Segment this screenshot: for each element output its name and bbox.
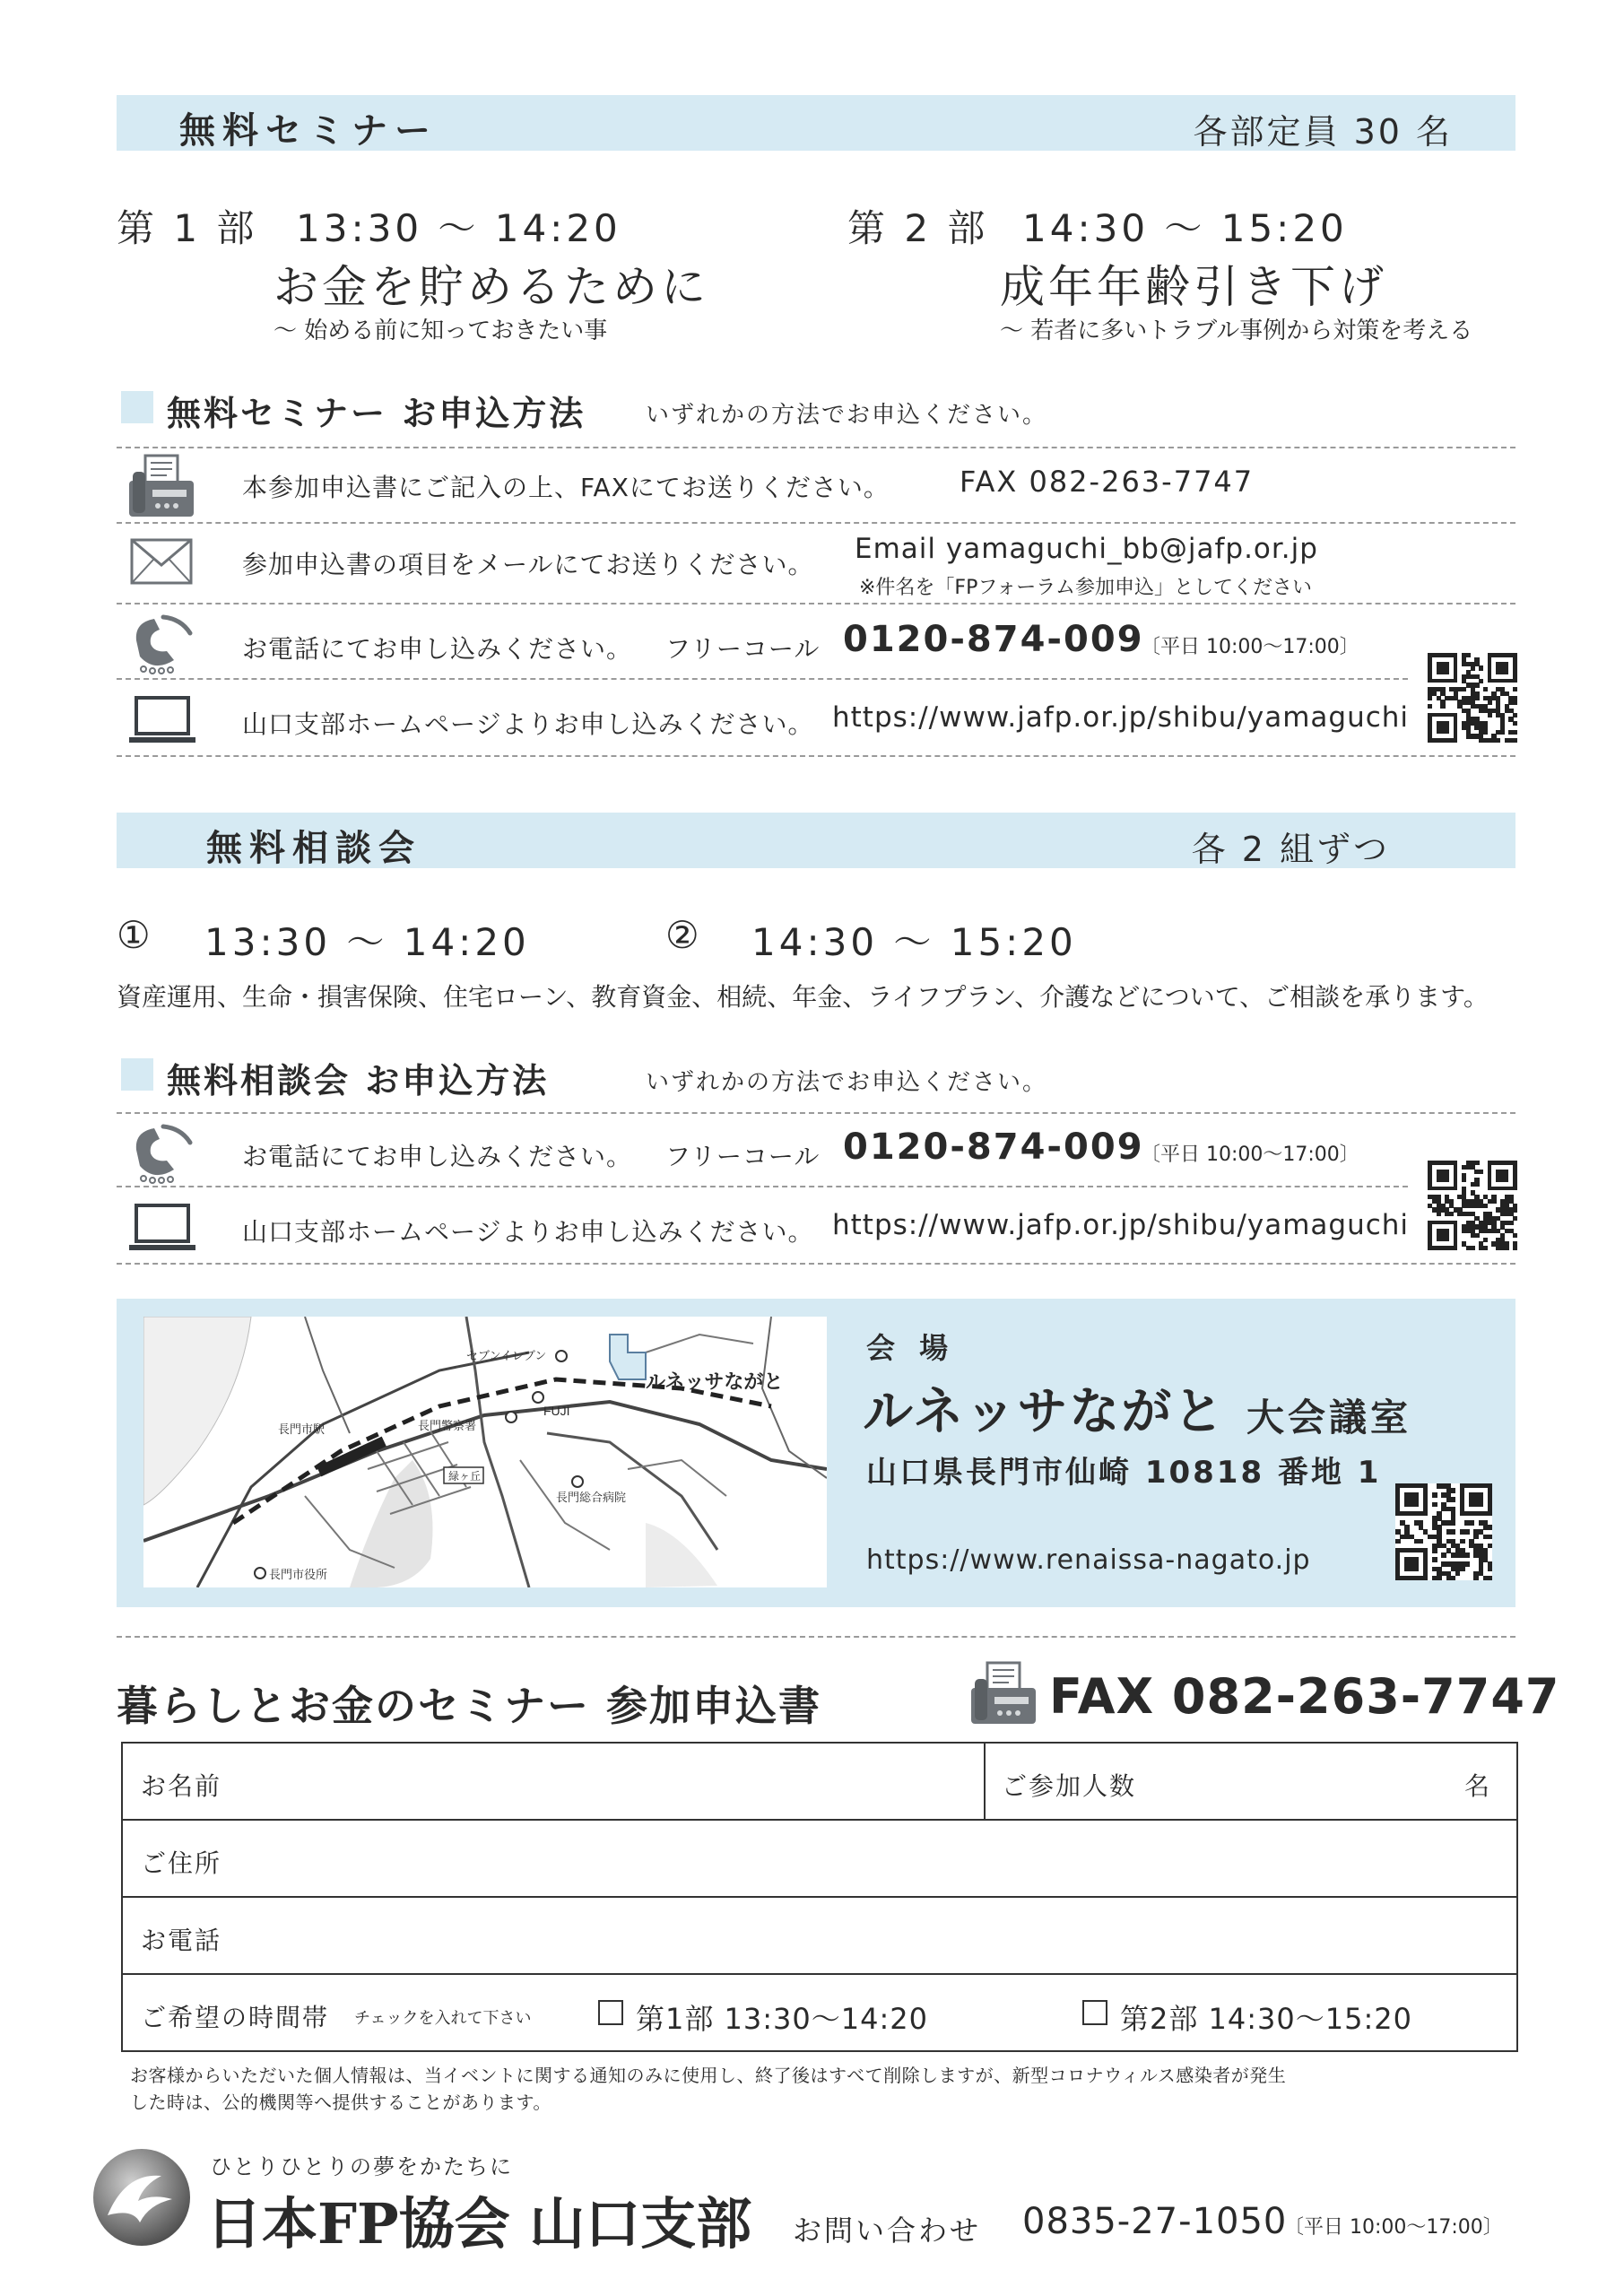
footer-contact-number: 0835-27-1050	[1022, 2201, 1288, 2242]
form-title: 暮らしとお金のセミナー 参加申込書	[117, 1682, 822, 1730]
web-method-text: 山口支部ホームページよりお申し込みください。	[242, 709, 814, 739]
laptop-icon	[127, 694, 197, 748]
divider	[117, 678, 1408, 680]
seminar-band-title: 無料セミナー	[179, 110, 438, 152]
divider	[117, 1636, 1515, 1638]
slot2-mark: ②	[665, 913, 703, 957]
venue-room: 大会議室	[1246, 1396, 1412, 1439]
divider	[117, 447, 1515, 448]
mail-icon	[130, 538, 193, 585]
name-label: お名前	[141, 1771, 222, 1801]
divider	[117, 755, 1515, 757]
part1-label: 第 1 部	[117, 206, 258, 250]
map-label-midorigaoka: 緑ヶ丘	[448, 1470, 482, 1483]
footer-hours: 〔平日 10:00～17:00〕	[1284, 2216, 1503, 2239]
part2-title: 成年年齢引き下げ	[1000, 261, 1387, 313]
address-label: ご住所	[141, 1848, 222, 1878]
freecall-label: フリーコール	[665, 634, 821, 664]
seminar-apply-heading: 無料セミナー お申込方法	[167, 394, 586, 433]
part2-label: 第 2 部	[847, 206, 989, 250]
email-address: Email yamaguchi_bb@jafp.or.jp	[855, 533, 1318, 565]
map-label-cityhall: 長門市役所	[269, 1568, 328, 1581]
consult-freecall-number: 0120-874-009	[843, 1126, 1144, 1168]
footer-org-name: 日本FP協会 山口支部	[206, 2191, 752, 2257]
form-fax: FAX 082-263-7747	[1049, 1668, 1560, 1725]
phone-label: お電話	[141, 1926, 222, 1955]
venue-label: 会 場	[866, 1331, 956, 1365]
fax-method-text: 本参加申込書にご記入の上、FAXにてお送りください。	[242, 473, 890, 502]
part1-time: 13:30 ～ 14:20	[296, 206, 621, 250]
option1-checkbox[interactable]	[598, 2000, 623, 2025]
divider	[117, 522, 1515, 524]
phone-method-text: お電話にてお申し込みください。	[242, 634, 633, 664]
privacy-line2: した時は、公的機関等へ提供することがあります。	[130, 2092, 551, 2113]
count-label: ご参加人数	[1002, 1771, 1137, 1801]
web-url[interactable]: https://www.jafp.or.jp/shibu/yamaguchi	[832, 701, 1410, 734]
map-label-fuji: FUJI	[543, 1404, 570, 1418]
footer-tagline: ひとりひとりの夢をかたちに	[210, 2154, 513, 2179]
option1-label: 第1部 13:30～14:20	[636, 2002, 928, 2036]
part1-subtitle: ～ 始める前に知っておきたい事	[274, 317, 608, 344]
mail-method-text: 参加申込書の項目をメールにてお送りください。	[242, 550, 814, 579]
laptop-icon	[127, 1202, 197, 1256]
consult-apply-heading: 無料相談会 お申込方法	[167, 1061, 550, 1100]
venue-name: ルネッサながと	[863, 1383, 1226, 1441]
seminar-apply-note: いずれかの方法でお申込ください。	[646, 402, 1048, 429]
phone-field[interactable]	[230, 1901, 1504, 1970]
phone-icon	[127, 613, 199, 676]
venue-url[interactable]: https://www.renaissa-nagato.jp	[866, 1544, 1311, 1576]
qr-code-icon[interactable]	[1428, 653, 1517, 743]
map-label-hospital: 長門総合病院	[556, 1491, 627, 1504]
part2-subtitle: ～ 若者に多いトラブル事例から対策を考える	[1000, 317, 1473, 344]
slot2-time: 14:30 ～ 15:20	[751, 920, 1077, 964]
time-hint: チェックを入れて下さい	[354, 2009, 532, 2028]
divider	[117, 603, 1515, 604]
seminar-band	[117, 95, 1515, 151]
heading-square	[121, 391, 153, 423]
consult-phone-text: お電話にてお申し込みください。	[242, 1142, 633, 1171]
slot1-mark: ①	[117, 913, 154, 957]
qr-code-icon[interactable]	[1428, 1161, 1517, 1250]
seminar-capacity: 各部定員 30 名	[1193, 112, 1453, 152]
divider	[117, 1263, 1515, 1265]
privacy-line1: お客様からいただいた個人情報は、当イベントに関する通知のみに使用し、終了後はすべて削除しますが、新型コロナウィルス感染者が発生	[130, 2065, 1287, 2086]
application-form	[121, 1742, 1518, 2052]
part2-time: 14:30 ～ 15:20	[1022, 206, 1348, 250]
option2-label: 第2部 14:30～15:20	[1120, 2002, 1412, 2036]
name-field[interactable]	[230, 1747, 975, 1815]
consult-phone-hours: 〔平日 10:00～17:00〕	[1141, 1144, 1359, 1166]
count-field[interactable]	[1145, 1747, 1450, 1815]
consult-band	[117, 813, 1515, 868]
phone-hours: 〔平日 10:00～17:00〕	[1141, 636, 1359, 658]
divider	[117, 1112, 1515, 1114]
consult-groups: 各 2 組ずつ	[1191, 830, 1390, 869]
address-field[interactable]	[230, 1824, 1504, 1892]
fax-icon	[965, 1661, 1042, 1729]
part1-title: お金を貯めるために	[274, 261, 709, 313]
map-icon	[143, 1317, 827, 1587]
heading-square	[121, 1058, 153, 1091]
fp-logo-icon	[90, 2145, 194, 2249]
footer-contact-label: お問い合わせ	[793, 2213, 982, 2248]
consult-band-title: 無料相談会	[206, 828, 421, 869]
consult-apply-note: いずれかの方法でお申込ください。	[646, 1069, 1048, 1096]
consult-description: 資産運用、生命・損害保険、住宅ローン、教育資金、相続、年金、ライフプラン、介護などについて、ご相談を承ります。	[117, 982, 1489, 1012]
map-label-seven: セブンイレブン	[466, 1349, 547, 1362]
consult-web-url[interactable]: https://www.jafp.or.jp/shibu/yamaguchi	[832, 1209, 1410, 1241]
map-label-station: 長門市駅	[278, 1422, 326, 1436]
map-label-venue: ルネッサながと	[646, 1370, 784, 1393]
divider	[117, 1186, 1408, 1187]
qr-code-icon[interactable]	[1395, 1483, 1492, 1580]
fax-number: FAX 082-263-7747	[960, 465, 1255, 499]
count-unit: 名	[1464, 1771, 1492, 1801]
fax-icon	[126, 454, 197, 522]
consult-freecall-label: フリーコール	[665, 1142, 821, 1171]
option2-checkbox[interactable]	[1082, 2000, 1107, 2025]
map-label-police: 長門警察署	[418, 1419, 477, 1432]
email-subject-note: ※件名を「FPフォーラム参加申込」としてください	[859, 577, 1313, 599]
freecall-number: 0120-874-009	[843, 619, 1144, 660]
venue-address: 山口県長門市仙崎 10818 番地 1	[866, 1455, 1382, 1491]
slot1-time: 13:30 ～ 14:20	[204, 920, 530, 964]
time-label: ご希望の時間帯	[141, 2003, 330, 2032]
consult-web-text: 山口支部ホームページよりお申し込みください。	[242, 1217, 814, 1247]
phone-icon	[127, 1123, 199, 1186]
